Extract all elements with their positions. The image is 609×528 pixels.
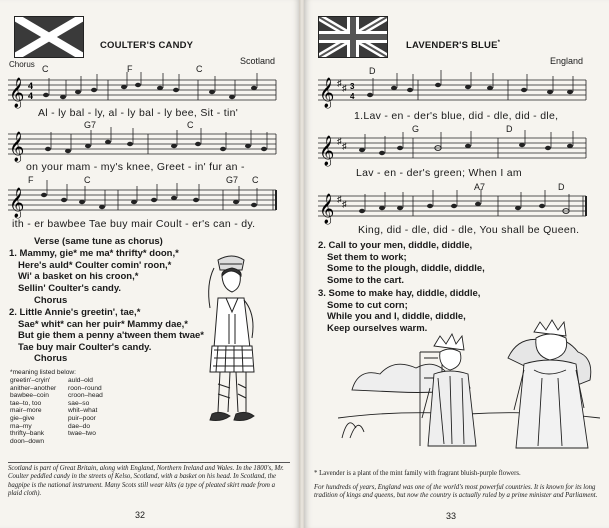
meaning-item: sae–so [68,399,90,407]
chord: C [196,64,203,74]
verse-heading: Verse (same tune as chorus) [34,236,163,247]
meaning-item: gie–give [10,414,35,422]
meaning-item: roon–round [68,384,102,392]
verse-line: Keep ourselves warm. [327,322,428,334]
verse-line: Sellin' Coulter's candy. [18,282,122,294]
footnote-lavender: * Lavender is a plant of the mint family with fragrant bluish-purple flowers. [314,470,521,477]
verse-line: Some to the cart. [327,274,405,286]
music-staff [8,186,278,218]
verse-line: Set them to work; [327,251,407,263]
svg-text:𝄞: 𝄞 [319,78,335,108]
chord: G7 [84,120,97,130]
svg-text:♯: ♯ [342,141,347,151]
svg-text:4: 4 [28,91,34,101]
king-and-queen-illustration [338,318,600,456]
chord: D [506,124,513,134]
song-origin: Scotland [240,56,276,66]
meaning-item: puir–poor [68,414,96,422]
meaning-item: twae–two [68,430,96,438]
lyric-line: 1.Lav - en - der's blue, did - dle, did - dle, [354,110,559,122]
footnote-divider [8,462,290,463]
svg-text:𝄞: 𝄞 [319,136,335,166]
svg-text:♯: ♯ [342,199,347,209]
verse-1 [9,248,179,294]
lyric-line: King, did - dle, did - dle, You shall be Queen. [358,224,580,236]
song-title: COULTER'S CANDY [100,40,194,51]
verse-line: Some to cut corn; [327,299,408,311]
title-asterisk: * [497,40,501,46]
verse-line: Wi' a basket on his croon,* [18,271,139,282]
verse-line: Some to the plough, diddle, diddle, [327,263,485,274]
coulter-candy-seller-illustration [196,254,268,432]
meaning-item: thrifty–bank [10,430,45,438]
chord: A7 [474,182,486,192]
verse-2 [9,307,204,353]
chord: C [84,175,91,185]
verse-line: But gie them a penny a'tween them twae* [18,330,204,341]
chorus-label: Chorus [34,295,68,306]
lyric-line: Al - ly bal - ly, al - ly bal - ly bee, Sit - tin' [38,107,239,119]
svg-text:3: 3 [350,82,355,91]
svg-text:𝄞: 𝄞 [9,188,25,218]
verse-2 [318,240,485,286]
verse-line: 2. Call to your men, diddle, diddle, [318,240,473,251]
chorus-label: Chorus [9,60,35,69]
svg-text:♯: ♯ [337,136,342,146]
meaning-list-2 [68,377,103,438]
verse-line: Tae buy mair Coulter's candy. [18,341,152,353]
verse-line: 2. Little Annie's greetin', tae,* [9,307,141,318]
meaning-item: mair–more [10,407,42,415]
svg-text:𝄞: 𝄞 [9,78,25,108]
meaning-item: whit–what [68,407,98,415]
song-title [406,40,500,51]
lyric-line: ith - er bawbee Tae buy mair Coult - er's can - dy. [12,218,256,230]
meaning-item: greetin'–cryin' [10,377,51,384]
meaning-item: croon–head [68,392,103,400]
svg-text:4: 4 [28,81,34,91]
meaning-item: anither–another [10,384,57,392]
chord: D [558,182,565,192]
meaning-item: dae–do [68,422,91,430]
verse-line: 3. Some to make hay, diddle, diddle, [318,288,481,299]
meaning-item: tae–to, too [10,399,42,407]
song-title-text: LAVENDER'S BLUE [406,40,498,52]
lyric-line: Lav - en - der's green; When I am [356,167,522,179]
verse-line: While you and I, diddle, diddle, [327,311,466,322]
footnote-text: For hundreds of years, England was one of the world's most powerful countries. It is known for its long tradition of kings and queens, but now the country is actually ruled by a prime minister and Parliament. [314,484,598,500]
song-origin: England [550,56,584,66]
meaning-item: ma–my [10,422,32,430]
meaning-item: bawbee–coin [10,392,49,400]
chord: G [412,124,420,134]
left-page [0,0,300,528]
chord: C [252,175,259,185]
meaning-heading: *meaning listed below: [10,369,76,376]
chord: C [42,64,49,74]
music-staff [8,76,278,108]
meaning-list-1 [10,377,56,445]
chord: D [369,66,376,76]
chord: F [127,64,133,74]
music-staff [8,130,278,162]
chord: F [28,175,34,185]
chord: C [187,120,194,130]
svg-text:♯: ♯ [337,194,342,204]
meaning-item: doon–down [10,437,45,445]
page-number: 32 [135,510,146,520]
footnote-text: Scotland is part of Great Britain, along with England, Northern Ireland and Wales. In the 1800's, Mr. Coulter peddled candy in the streets of Kelso, Scotland, with a basket on his head. In Scotland, the bagpipe is the national instrument. Many Scots still wear kilts (a type of pleated skirt made from a plaid cloth). [8,465,284,497]
scotland-flag-icon [14,16,84,58]
music-staff [318,192,588,224]
music-staff [318,134,588,166]
lyric-line: on your mam - my's knee, Greet - in' fur an - [26,161,245,173]
svg-text:𝄞: 𝄞 [9,132,25,162]
meaning-item: auld–old [68,377,93,384]
svg-text:4: 4 [350,92,355,101]
page-number: 33 [446,511,457,521]
svg-text:♯: ♯ [337,78,342,88]
chord: G7 [226,175,239,185]
union-jack-flag-icon [318,16,388,58]
chorus-label: Chorus [34,353,68,364]
music-staff [318,76,588,108]
verse-line: Here's auld* Coulter comin' roon,* [18,259,172,271]
verse-line: 1. Mammy, gie* me ma* thrifty* doon,* [9,248,179,259]
svg-text:𝄞: 𝄞 [319,194,335,224]
svg-text:♯: ♯ [342,83,347,93]
right-page [304,0,609,528]
verse-line: Sae* whit* can her puir* Mammy dae,* [18,318,189,330]
